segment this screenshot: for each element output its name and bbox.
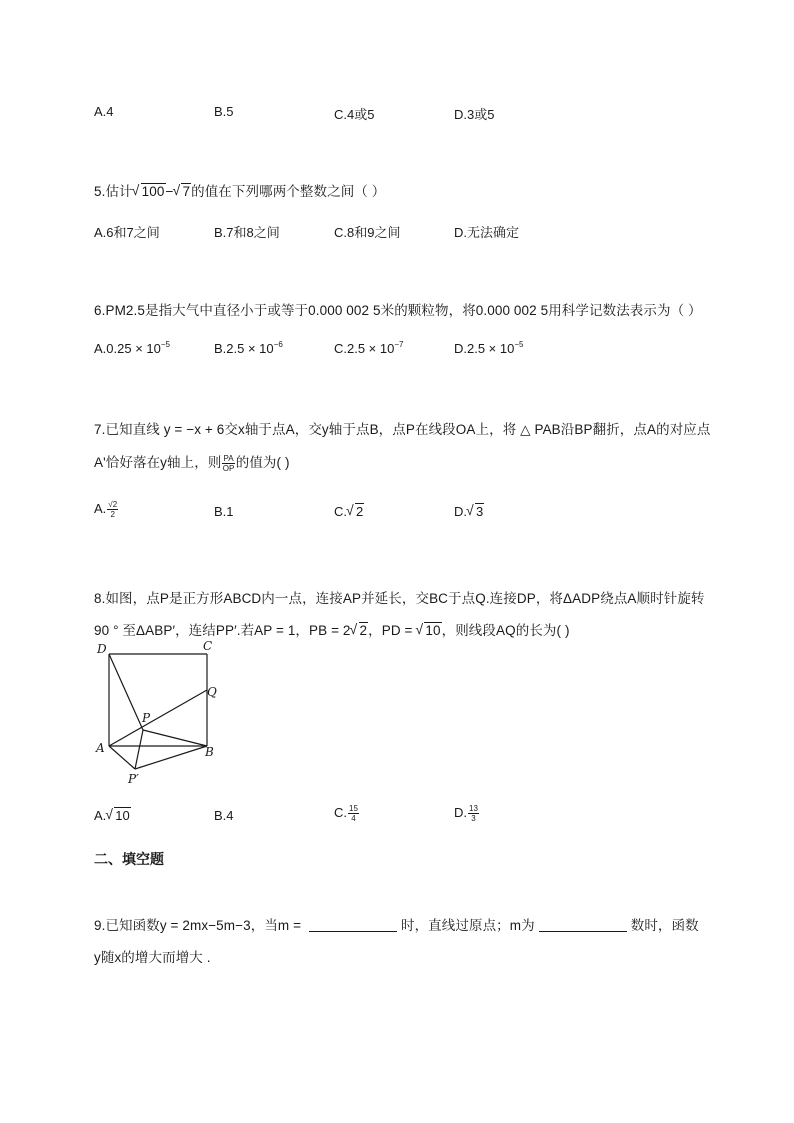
section-title: 二、填空题 <box>94 851 164 867</box>
q7-fraction-den: OP <box>222 463 235 473</box>
q5-option-b: B.7和8之间 <box>214 225 280 240</box>
q6-option-a <box>94 340 170 356</box>
q5-question <box>94 180 385 200</box>
q8-sqrt-10 <box>416 623 441 638</box>
q8-option-d <box>454 804 480 823</box>
q9-line-1-prefix: 9.已知函数y = 2mx−5m−3，当m = <box>94 918 305 933</box>
q8-option-c-prefix: C. <box>334 804 347 820</box>
q9-line-1 <box>94 914 699 934</box>
q7-option-a <box>94 500 119 519</box>
q7-option-b: B.1 <box>214 504 234 519</box>
q7-option-c <box>334 504 364 519</box>
label-c: C <box>203 639 213 653</box>
q7-option-d <box>454 504 484 519</box>
q7-option-d-sqrt <box>467 504 484 519</box>
q5-prefix: 5.估计 <box>94 184 133 199</box>
segment-aq <box>109 690 207 746</box>
q8-option-a-rad: 10 <box>115 808 130 823</box>
q8-option-d-num: 13 <box>469 804 478 813</box>
q7-option-a-frac <box>107 500 118 519</box>
label-d: D <box>97 642 107 656</box>
q6-option-c-exp: −7 <box>394 340 404 349</box>
q6-option-c <box>334 340 403 356</box>
q8-line-1: 8.如图，点P是正方形ABCD内一点，连接AP并延长，交BC于点Q.连接DP，将ΔADP绕点A顺时针旋转 <box>94 591 705 606</box>
q8-rad-2: 10 <box>425 623 441 638</box>
answer-blank-2[interactable] <box>539 919 627 932</box>
q8-geometry-figure <box>92 638 232 788</box>
q7-line-1: 7.已知直线 y = −x + 6交x轴于点A，交y轴于点B，点P在线段OA上，将 △ PAB沿BP翻折，点A的对应点 <box>94 422 711 437</box>
q5-radicand-1: 100 <box>141 184 165 199</box>
q8-option-d-prefix: D. <box>454 804 467 820</box>
q8-option-c-den: 4 <box>351 814 356 823</box>
q8-line-2 <box>94 619 570 639</box>
q5-option-a: A.6和7之间 <box>94 225 160 240</box>
q7-fraction-num: PA <box>223 453 234 463</box>
q8-option-b: B.4 <box>214 808 234 823</box>
q7-option-d-prefix: D. <box>454 504 467 519</box>
segment-p-prime-b <box>135 746 207 769</box>
label-p: P <box>142 711 151 725</box>
label-q: Q <box>207 685 217 699</box>
label-p-prime: P′ <box>128 772 139 786</box>
q8-option-a-sqrt <box>106 808 130 823</box>
q8-option-c-frac <box>348 804 359 823</box>
q7-option-c-sqrt <box>347 504 364 519</box>
q6-option-d <box>454 340 523 356</box>
segment-pb <box>143 730 207 746</box>
segment-pp-prime <box>135 730 143 769</box>
q7-line-2 <box>94 451 290 473</box>
q7-option-c-rad: 2 <box>356 504 364 519</box>
q7-fraction <box>222 454 234 473</box>
label-a: A <box>96 741 105 755</box>
q4-option-c: C.4或5 <box>334 107 375 122</box>
q6-option-a-exp: −5 <box>160 340 170 349</box>
q7-option-c-prefix: C. <box>334 504 347 519</box>
q8-option-c <box>334 804 360 823</box>
q8-line-2-prefix: 90 ° 至ΔABP′，连结PP′.若AP = 1，PB = 2 <box>94 623 351 638</box>
q4-option-b: B.5 <box>214 104 234 119</box>
q8-line-2-suffix: ，则线段AQ的长为( ) <box>441 623 570 638</box>
q4-option-d: D.3或5 <box>454 107 495 122</box>
q8-line-2-mid: ，PD = <box>368 623 417 638</box>
q6-option-a-base: A.0.25 × 10 <box>94 341 161 356</box>
q5-option-c: C.8和9之间 <box>334 225 401 240</box>
sqrt-7 <box>173 184 191 199</box>
q8-option-a <box>94 808 131 823</box>
q7-option-a-den: 2 <box>110 510 115 519</box>
q5-option-d: D.无法确定 <box>454 225 520 240</box>
q8-option-c-num: 15 <box>349 804 358 813</box>
q8-rad-1: 2 <box>359 623 368 638</box>
q8-option-d-den: 3 <box>471 814 476 823</box>
q5-radicand-2: 7 <box>182 184 191 199</box>
q5-minus: − <box>165 184 174 199</box>
q6-option-c-base: C.2.5 × 10 <box>334 341 395 356</box>
sqrt-100 <box>133 184 166 199</box>
q6-option-d-base: D.2.5 × 10 <box>454 341 515 356</box>
q4-option-a: A.4 <box>94 104 114 119</box>
q6-option-b-exp: −6 <box>273 340 283 349</box>
segment-dp <box>109 654 143 730</box>
answer-blank-1[interactable] <box>309 919 397 932</box>
q8-option-a-prefix: A. <box>94 808 107 823</box>
q6-question: 6.PM2.5是指大气中直径小于或等于0.000 002 5米的颗粒物，将0.000 002 5用科学记数法表示为（ ） <box>94 303 702 318</box>
q7-option-a-num: √2 <box>108 500 118 509</box>
q6-option-d-exp: −5 <box>514 340 524 349</box>
q7-line-2-prefix: A'恰好落在y轴上，则 <box>94 455 222 470</box>
q8-option-d-frac <box>468 804 479 823</box>
q9-line-1-mid: 时，直线过原点；m为 <box>400 918 535 933</box>
q5-suffix: 的值在下列哪两个整数之间（ ） <box>191 184 386 199</box>
q8-sqrt-2 <box>351 623 369 638</box>
q6-option-b <box>214 340 283 356</box>
q7-option-d-rad: 3 <box>476 504 484 519</box>
q9-line-2: y随x的增大而增大 . <box>94 950 211 965</box>
segment-ap-prime <box>109 746 135 769</box>
label-b: B <box>205 745 214 759</box>
q7-line-2-suffix: 的值为( ) <box>235 455 290 470</box>
q6-option-b-base: B.2.5 × 10 <box>214 341 274 356</box>
q9-line-1-suffix: 数时，函数 <box>630 918 699 933</box>
q7-option-a-prefix: A. <box>94 500 107 516</box>
